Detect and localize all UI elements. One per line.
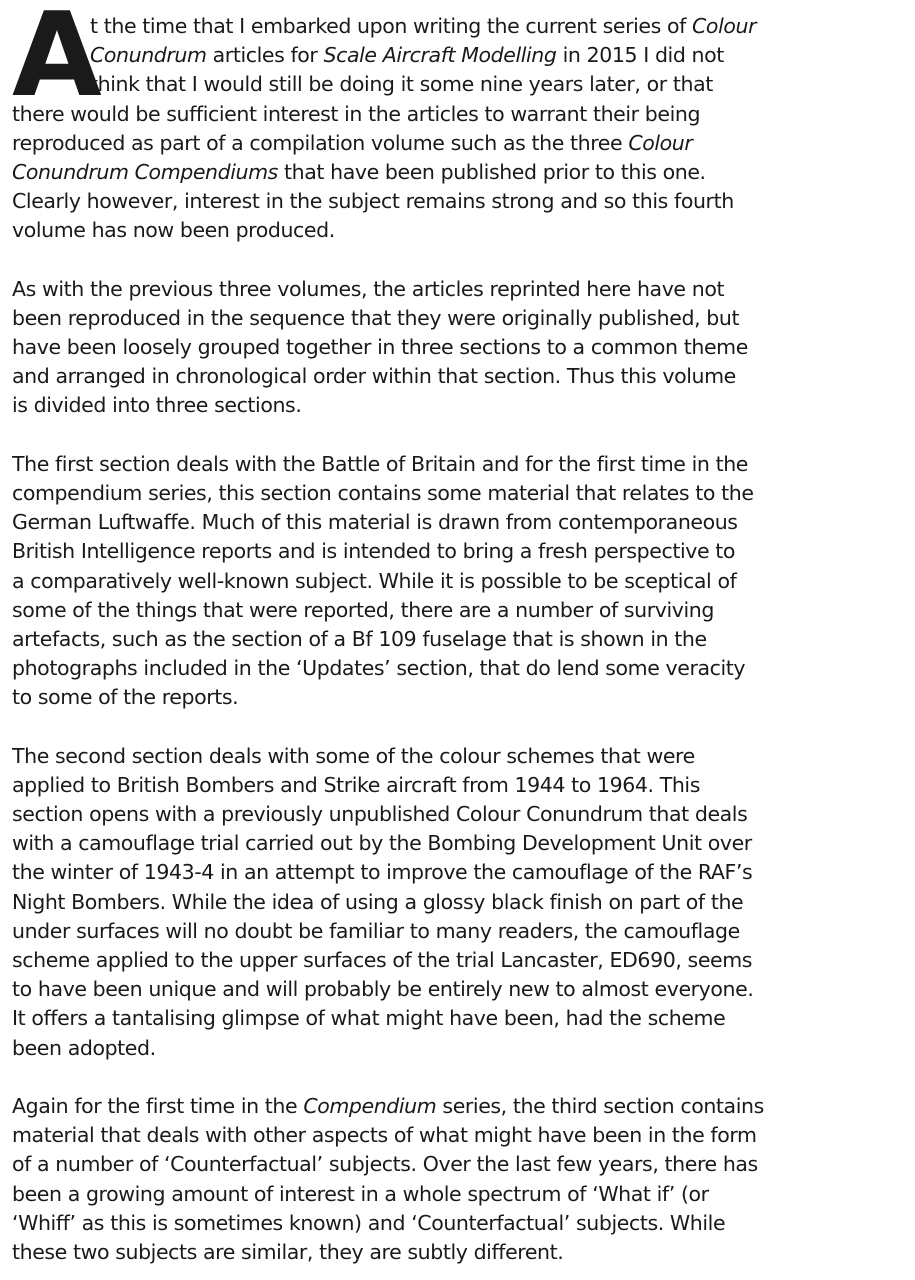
text-run: Again for the first time in the (12, 1093, 304, 1118)
paragraph-gap (12, 246, 915, 275)
text-run: been a growing amount of interest in a whole spectrum of ‘What if’ (or (12, 1181, 709, 1206)
text-line (12, 742, 915, 771)
text-run: section opens with a previously unpublished Colour Conundrum that deals (12, 802, 748, 827)
text-run: photographs included in the ‘Updates’ section, that do lend some veracity (12, 656, 746, 681)
text-run: It offers a tantalising glimpse of what might have been, had the scheme (12, 1006, 726, 1031)
text-line (12, 1092, 915, 1121)
text-run: t the time that I embarked upon writing the current series of (90, 14, 693, 38)
text-line (12, 333, 915, 362)
italic-text-run: Colour (692, 14, 757, 38)
paragraph (12, 742, 915, 1063)
text-run: and arranged in chronological order within that section. Thus this volume (12, 364, 736, 389)
text-run: some of the things that were reported, there are a number of surviving (12, 597, 714, 622)
body-text (12, 12, 915, 1267)
text-line (12, 187, 915, 216)
text-line (12, 70, 915, 99)
text-line (12, 362, 915, 391)
drop-cap: A (12, 0, 102, 123)
text-line (12, 508, 915, 537)
text-run: that have been published prior to this one. (277, 159, 706, 184)
paragraph (12, 275, 915, 421)
text-line (12, 888, 915, 917)
text-run: applied to British Bombers and Strike aircraft from 1944 to 1964. This (12, 772, 700, 797)
text-run: series, the third section contains (436, 1093, 764, 1118)
text-line (12, 100, 915, 129)
text-run: material that deals with other aspects of what might have been in the form (12, 1123, 757, 1148)
text-run: Night Bombers. While the idea of using a glossy black finish on part of the (12, 889, 744, 914)
text-line (12, 12, 915, 41)
text-line (12, 479, 915, 508)
text-line (12, 41, 915, 70)
paragraph-gap (12, 1063, 915, 1092)
text-line (12, 1150, 915, 1179)
text-run: been adopted. (12, 1035, 156, 1060)
text-run: to have been unique and will probably be entirely new to almost everyone. (12, 977, 754, 1002)
italic-text-run: Colour (628, 130, 693, 155)
paragraph-gap (12, 421, 915, 450)
text-run: is divided into three sections. (12, 393, 302, 418)
paragraph-gap (12, 713, 915, 742)
text-run: reproduced as part of a compilation volume such as the three (12, 130, 629, 155)
text-line (12, 683, 915, 712)
text-line (12, 1034, 915, 1063)
italic-text-run: Conundrum Compendiums (12, 159, 278, 184)
text-run: of a number of ‘Counterfactual’ subjects. Over the last few years, there has (12, 1152, 758, 1177)
text-line (12, 567, 915, 596)
text-run: The first section deals with the Battle of Britain and for the first time in the (12, 451, 748, 476)
text-run: under surfaces will no doubt be familiar to many readers, the camouflage (12, 918, 740, 943)
text-run: there would be sufficient interest in the articles to warrant their being (12, 101, 701, 126)
text-line (12, 625, 915, 654)
paragraph (12, 12, 915, 246)
text-line (12, 1209, 915, 1238)
text-line (12, 216, 915, 245)
text-run: ‘Whiff’ as this is sometimes known) and ‘Counterfactual’ subjects. While (12, 1210, 726, 1235)
text-line (12, 946, 915, 975)
text-run: in 2015 I did not (556, 43, 724, 68)
text-run: British Intelligence reports and is intended to bring a fresh perspective to (12, 539, 736, 564)
text-line (12, 917, 915, 946)
text-line (12, 129, 915, 158)
text-line (12, 1121, 915, 1150)
text-run: to some of the reports. (12, 685, 239, 710)
text-line (12, 275, 915, 304)
text-line (12, 1004, 915, 1033)
text-line (12, 537, 915, 566)
text-run: articles for (206, 43, 324, 68)
text-line (12, 450, 915, 479)
text-line (12, 304, 915, 333)
text-run: volume has now been produced. (12, 218, 335, 243)
paragraph (12, 1092, 915, 1267)
italic-text-run: Conundrum (90, 43, 207, 68)
text-run: The second section deals with some of the colour schemes that were (12, 743, 695, 768)
text-line (12, 829, 915, 858)
text-line (12, 1238, 915, 1267)
text-line (12, 1180, 915, 1209)
text-run: artefacts, such as the section of a Bf 109 fuselage that is shown in the (12, 626, 707, 651)
italic-text-run: Compendium (303, 1093, 437, 1118)
text-run: Clearly however, interest in the subject remains strong and so this fourth (12, 189, 734, 214)
text-line (12, 158, 915, 187)
text-line (12, 800, 915, 829)
text-run: been reproduced in the sequence that they were originally published, but (12, 305, 740, 330)
italic-text-run: Scale Aircraft Modelling (323, 43, 557, 68)
text-run: the winter of 1943-4 in an attempt to improve the camouflage of the RAF’s (12, 860, 753, 885)
text-line (12, 391, 915, 420)
paragraph (12, 450, 915, 713)
text-run: a comparatively well-known subject. While it is possible to be sceptical of (12, 568, 737, 593)
text-run: have been loosely grouped together in three sections to a common theme (12, 335, 748, 360)
text-line (12, 858, 915, 887)
text-line (12, 654, 915, 683)
text-run: these two subjects are similar, they are subtly different. (12, 1239, 564, 1264)
text-run: compendium series, this section contains some material that relates to the (12, 481, 754, 505)
text-run: As with the previous three volumes, the articles reprinted here have not (12, 276, 725, 301)
text-run: think that I would still be doing it some nine years later, or that (90, 72, 713, 97)
text-line (12, 975, 915, 1004)
text-line (12, 771, 915, 800)
text-run: scheme applied to the upper surfaces of the trial Lancaster, ED690, seems (12, 948, 753, 972)
text-run: German Luftwaffe. Much of this material is drawn from contemporaneous (12, 510, 738, 535)
text-run: with a camouflage trial carried out by the Bombing Development Unit over (12, 831, 752, 856)
text-line (12, 596, 915, 625)
